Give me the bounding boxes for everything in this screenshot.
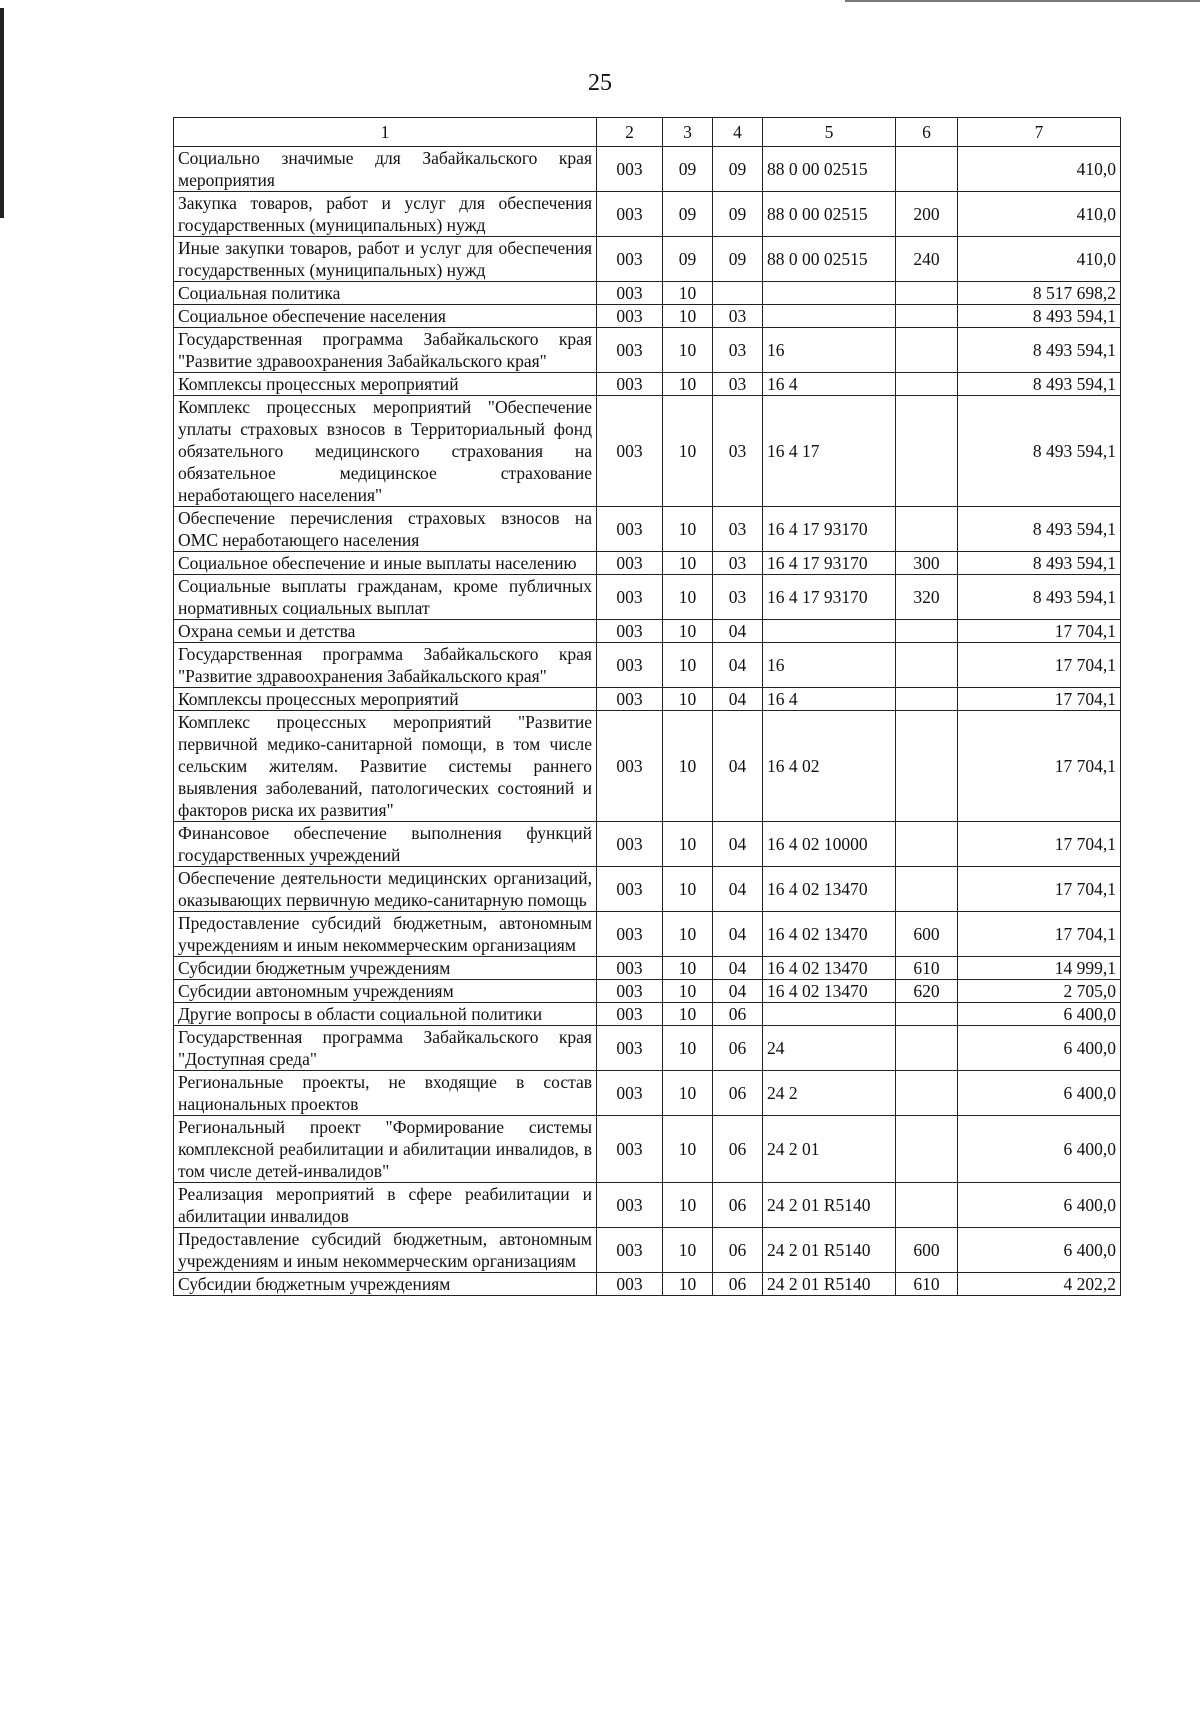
section-code-cell: 10 — [663, 305, 713, 328]
expense-type-cell: 600 — [896, 912, 958, 957]
target-article-cell: 24 2 01 R5140 — [763, 1273, 896, 1296]
target-article-cell: 16 4 17 93170 — [763, 507, 896, 552]
admin-code-cell: 003 — [597, 192, 663, 237]
row-name-cell: Предоставление субсидий бюджетным, автономным учреждениям и иным некоммерческим организациям — [174, 912, 597, 957]
admin-code-cell: 003 — [597, 507, 663, 552]
subsection-code-cell: 03 — [713, 507, 763, 552]
target-article-cell: 16 — [763, 643, 896, 688]
admin-code-cell: 003 — [597, 396, 663, 507]
subsection-code-cell: 04 — [713, 688, 763, 711]
row-name-cell: Охрана семьи и детства — [174, 620, 597, 643]
table-row — [174, 688, 1121, 711]
row-name-cell: Закупка товаров, работ и услуг для обеспечения государственных (муниципальных) нужд — [174, 192, 597, 237]
target-article-cell: 24 2 01 R5140 — [763, 1183, 896, 1228]
row-name-cell: Социальная политика — [174, 282, 597, 305]
subsection-code-cell: 06 — [713, 1026, 763, 1071]
row-name-cell: Социальные выплаты гражданам, кроме публичных нормативных социальных выплат — [174, 575, 597, 620]
target-article-cell: 16 4 02 13470 — [763, 912, 896, 957]
scan-edge-mark-top — [845, 0, 1200, 2]
subsection-code-cell: 06 — [713, 1228, 763, 1273]
admin-code-cell: 003 — [597, 1003, 663, 1026]
row-name-cell: Региональные проекты, не входящие в состав национальных проектов — [174, 1071, 597, 1116]
page-number: 25 — [588, 70, 612, 96]
section-code-cell: 09 — [663, 147, 713, 192]
table-body — [174, 147, 1121, 1296]
row-name-cell: Субсидии бюджетным учреждениям — [174, 957, 597, 980]
expense-type-cell: 610 — [896, 957, 958, 980]
target-article-cell: 24 — [763, 1026, 896, 1071]
admin-code-cell: 003 — [597, 1071, 663, 1116]
target-article-cell: 16 — [763, 328, 896, 373]
table-row — [174, 507, 1121, 552]
table-row — [174, 980, 1121, 1003]
header-cell: 6 — [896, 118, 958, 147]
header-cell: 5 — [763, 118, 896, 147]
table-row — [174, 575, 1121, 620]
amount-cell: 17 704,1 — [958, 643, 1121, 688]
admin-code-cell: 003 — [597, 867, 663, 912]
amount-cell: 6 400,0 — [958, 1183, 1121, 1228]
expense-type-cell — [896, 711, 958, 822]
admin-code-cell: 003 — [597, 282, 663, 305]
section-code-cell: 10 — [663, 711, 713, 822]
expense-type-cell — [896, 643, 958, 688]
row-name-cell: Региональный проект "Формирование системы комплексной реабилитации и абилитации инвалидов, в том числе детей-инвалидов" — [174, 1116, 597, 1183]
target-article-cell: 16 4 17 93170 — [763, 575, 896, 620]
target-article-cell: 16 4 02 10000 — [763, 822, 896, 867]
expense-type-cell — [896, 1183, 958, 1228]
section-code-cell: 10 — [663, 328, 713, 373]
header-cell: 2 — [597, 118, 663, 147]
section-code-cell: 10 — [663, 507, 713, 552]
section-code-cell: 10 — [663, 957, 713, 980]
target-article-cell: 24 2 01 — [763, 1116, 896, 1183]
header-cell: 3 — [663, 118, 713, 147]
table-row — [174, 328, 1121, 373]
section-code-cell: 10 — [663, 1183, 713, 1228]
expense-type-cell — [896, 1003, 958, 1026]
admin-code-cell: 003 — [597, 1183, 663, 1228]
row-name-cell: Государственная программа Забайкальского края "Развитие здравоохранения Забайкальского края" — [174, 643, 597, 688]
expense-type-cell — [896, 620, 958, 643]
amount-cell: 6 400,0 — [958, 1071, 1121, 1116]
row-name-cell: Комплекс процессных мероприятий "Развитие первичной медико-санитарной помощи, в том числе сельским жителям. Развитие системы раннего выявления заболеваний, патологических состояний и факторов риска их развития" — [174, 711, 597, 822]
table-row — [174, 1116, 1121, 1183]
header-row — [174, 118, 1121, 147]
subsection-code-cell: 04 — [713, 711, 763, 822]
subsection-code-cell: 06 — [713, 1071, 763, 1116]
target-article-cell: 88 0 00 02515 — [763, 237, 896, 282]
table-row — [174, 1228, 1121, 1273]
admin-code-cell: 003 — [597, 237, 663, 282]
subsection-code-cell: 03 — [713, 396, 763, 507]
subsection-code-cell: 04 — [713, 620, 763, 643]
budget-table — [173, 117, 1121, 1296]
admin-code-cell: 003 — [597, 688, 663, 711]
target-article-cell — [763, 282, 896, 305]
admin-code-cell: 003 — [597, 957, 663, 980]
admin-code-cell: 003 — [597, 1228, 663, 1273]
subsection-code-cell: 03 — [713, 373, 763, 396]
section-code-cell: 10 — [663, 1071, 713, 1116]
subsection-code-cell: 06 — [713, 1003, 763, 1026]
table-row — [174, 1003, 1121, 1026]
expense-type-cell — [896, 1071, 958, 1116]
expense-type-cell — [896, 688, 958, 711]
subsection-code-cell — [713, 282, 763, 305]
expense-type-cell — [896, 822, 958, 867]
table-row — [174, 643, 1121, 688]
subsection-code-cell: 09 — [713, 237, 763, 282]
subsection-code-cell: 09 — [713, 192, 763, 237]
subsection-code-cell: 03 — [713, 552, 763, 575]
target-article-cell: 16 4 02 13470 — [763, 957, 896, 980]
table-row — [174, 237, 1121, 282]
row-name-cell: Комплексы процессных мероприятий — [174, 373, 597, 396]
scan-edge-mark — [0, 8, 4, 218]
row-name-cell: Государственная программа Забайкальского края "Доступная среда" — [174, 1026, 597, 1071]
amount-cell: 6 400,0 — [958, 1116, 1121, 1183]
table-row — [174, 396, 1121, 507]
table-row — [174, 192, 1121, 237]
target-article-cell: 24 2 — [763, 1071, 896, 1116]
admin-code-cell: 003 — [597, 980, 663, 1003]
row-name-cell: Иные закупки товаров, работ и услуг для обеспечения государственных (муниципальных) нужд — [174, 237, 597, 282]
target-article-cell: 16 4 17 93170 — [763, 552, 896, 575]
expense-type-cell — [896, 507, 958, 552]
expense-type-cell: 300 — [896, 552, 958, 575]
row-name-cell: Субсидии бюджетным учреждениям — [174, 1273, 597, 1296]
amount-cell: 6 400,0 — [958, 1228, 1121, 1273]
amount-cell: 4 202,2 — [958, 1273, 1121, 1296]
admin-code-cell: 003 — [597, 575, 663, 620]
target-article-cell: 24 2 01 R5140 — [763, 1228, 896, 1273]
table-row — [174, 282, 1121, 305]
amount-cell: 8 493 594,1 — [958, 328, 1121, 373]
table-row — [174, 822, 1121, 867]
expense-type-cell — [896, 282, 958, 305]
section-code-cell: 10 — [663, 282, 713, 305]
amount-cell: 17 704,1 — [958, 822, 1121, 867]
amount-cell: 8 493 594,1 — [958, 373, 1121, 396]
amount-cell: 8 493 594,1 — [958, 507, 1121, 552]
expense-type-cell: 620 — [896, 980, 958, 1003]
row-name-cell: Комплексы процессных мероприятий — [174, 688, 597, 711]
target-article-cell: 16 4 02 — [763, 711, 896, 822]
row-name-cell: Обеспечение деятельности медицинских организаций, оказывающих первичную медико-санитарную помощь — [174, 867, 597, 912]
admin-code-cell: 003 — [597, 822, 663, 867]
row-name-cell: Социальное обеспечение и иные выплаты населению — [174, 552, 597, 575]
admin-code-cell: 003 — [597, 1116, 663, 1183]
expense-type-cell — [896, 147, 958, 192]
admin-code-cell: 003 — [597, 711, 663, 822]
section-code-cell: 10 — [663, 822, 713, 867]
row-name-cell: Государственная программа Забайкальского края "Развитие здравоохранения Забайкальского края" — [174, 328, 597, 373]
row-name-cell: Комплекс процессных мероприятий "Обеспечение уплаты страховых взносов в Территориальный фонд обязательного медицинского страхования на обязательное медицинское страхование неработающего населения" — [174, 396, 597, 507]
target-article-cell: 88 0 00 02515 — [763, 147, 896, 192]
section-code-cell: 10 — [663, 1116, 713, 1183]
admin-code-cell: 003 — [597, 305, 663, 328]
row-name-cell: Реализация мероприятий в сфере реабилитации и абилитации инвалидов — [174, 1183, 597, 1228]
amount-cell: 410,0 — [958, 147, 1121, 192]
subsection-code-cell: 06 — [713, 1183, 763, 1228]
target-article-cell: 16 4 17 — [763, 396, 896, 507]
amount-cell: 6 400,0 — [958, 1026, 1121, 1071]
target-article-cell: 88 0 00 02515 — [763, 192, 896, 237]
subsection-code-cell: 04 — [713, 867, 763, 912]
header-cell: 4 — [713, 118, 763, 147]
subsection-code-cell: 06 — [713, 1273, 763, 1296]
subsection-code-cell: 04 — [713, 822, 763, 867]
table-row — [174, 912, 1121, 957]
row-name-cell: Другие вопросы в области социальной политики — [174, 1003, 597, 1026]
section-code-cell: 09 — [663, 192, 713, 237]
header-cell: 1 — [174, 118, 597, 147]
expense-type-cell: 610 — [896, 1273, 958, 1296]
row-name-cell: Субсидии автономным учреждениям — [174, 980, 597, 1003]
section-code-cell: 10 — [663, 1003, 713, 1026]
admin-code-cell: 003 — [597, 620, 663, 643]
subsection-code-cell: 04 — [713, 957, 763, 980]
table-row — [174, 1273, 1121, 1296]
expense-type-cell — [896, 328, 958, 373]
target-article-cell: 16 4 02 13470 — [763, 980, 896, 1003]
table-row — [174, 147, 1121, 192]
header-cell: 7 — [958, 118, 1121, 147]
target-article-cell — [763, 305, 896, 328]
target-article-cell: 16 4 — [763, 688, 896, 711]
table-row — [174, 957, 1121, 980]
expense-type-cell — [896, 396, 958, 507]
amount-cell: 8 493 594,1 — [958, 305, 1121, 328]
amount-cell: 2 705,0 — [958, 980, 1121, 1003]
admin-code-cell: 003 — [597, 643, 663, 688]
amount-cell: 17 704,1 — [958, 620, 1121, 643]
amount-cell: 8 493 594,1 — [958, 575, 1121, 620]
amount-cell: 14 999,1 — [958, 957, 1121, 980]
admin-code-cell: 003 — [597, 147, 663, 192]
subsection-code-cell: 03 — [713, 328, 763, 373]
section-code-cell: 10 — [663, 552, 713, 575]
target-article-cell — [763, 620, 896, 643]
subsection-code-cell: 06 — [713, 1116, 763, 1183]
section-code-cell: 10 — [663, 1228, 713, 1273]
section-code-cell: 10 — [663, 620, 713, 643]
section-code-cell: 10 — [663, 980, 713, 1003]
expense-type-cell — [896, 305, 958, 328]
table-row — [174, 711, 1121, 822]
section-code-cell: 10 — [663, 1273, 713, 1296]
section-code-cell: 10 — [663, 373, 713, 396]
admin-code-cell: 003 — [597, 912, 663, 957]
table-row — [174, 1071, 1121, 1116]
target-article-cell: 16 4 02 13470 — [763, 867, 896, 912]
amount-cell: 6 400,0 — [958, 1003, 1121, 1026]
section-code-cell: 10 — [663, 575, 713, 620]
admin-code-cell: 003 — [597, 373, 663, 396]
section-code-cell: 10 — [663, 643, 713, 688]
row-name-cell: Социальное обеспечение населения — [174, 305, 597, 328]
section-code-cell: 10 — [663, 1026, 713, 1071]
amount-cell: 8 517 698,2 — [958, 282, 1121, 305]
admin-code-cell: 003 — [597, 552, 663, 575]
expense-type-cell: 320 — [896, 575, 958, 620]
amount-cell: 8 493 594,1 — [958, 552, 1121, 575]
subsection-code-cell: 03 — [713, 575, 763, 620]
expense-type-cell: 600 — [896, 1228, 958, 1273]
expense-type-cell — [896, 867, 958, 912]
amount-cell: 410,0 — [958, 192, 1121, 237]
section-code-cell: 10 — [663, 688, 713, 711]
table-row — [174, 305, 1121, 328]
subsection-code-cell: 03 — [713, 305, 763, 328]
row-name-cell: Предоставление субсидий бюджетным, автономным учреждениям и иным некоммерческим организациям — [174, 1228, 597, 1273]
section-code-cell: 10 — [663, 912, 713, 957]
expense-type-cell — [896, 1116, 958, 1183]
subsection-code-cell: 04 — [713, 643, 763, 688]
row-name-cell: Финансовое обеспечение выполнения функций государственных учреждений — [174, 822, 597, 867]
table-row — [174, 373, 1121, 396]
section-code-cell: 10 — [663, 396, 713, 507]
section-code-cell: 09 — [663, 237, 713, 282]
table-row — [174, 552, 1121, 575]
row-name-cell: Обеспечение перечисления страховых взносов на ОМС неработающего населения — [174, 507, 597, 552]
amount-cell: 17 704,1 — [958, 867, 1121, 912]
amount-cell: 17 704,1 — [958, 688, 1121, 711]
amount-cell: 410,0 — [958, 237, 1121, 282]
subsection-code-cell: 04 — [713, 980, 763, 1003]
amount-cell: 8 493 594,1 — [958, 396, 1121, 507]
expense-type-cell — [896, 373, 958, 396]
admin-code-cell: 003 — [597, 1026, 663, 1071]
amount-cell: 17 704,1 — [958, 912, 1121, 957]
target-article-cell: 16 4 — [763, 373, 896, 396]
table-row — [174, 620, 1121, 643]
expense-type-cell: 240 — [896, 237, 958, 282]
row-name-cell: Социально значимые для Забайкальского края мероприятия — [174, 147, 597, 192]
table-row — [174, 1026, 1121, 1071]
section-code-cell: 10 — [663, 867, 713, 912]
subsection-code-cell: 04 — [713, 912, 763, 957]
expense-type-cell — [896, 1026, 958, 1071]
subsection-code-cell: 09 — [713, 147, 763, 192]
admin-code-cell: 003 — [597, 1273, 663, 1296]
amount-cell: 17 704,1 — [958, 711, 1121, 822]
table-row — [174, 867, 1121, 912]
target-article-cell — [763, 1003, 896, 1026]
admin-code-cell: 003 — [597, 328, 663, 373]
table-row — [174, 1183, 1121, 1228]
expense-type-cell: 200 — [896, 192, 958, 237]
